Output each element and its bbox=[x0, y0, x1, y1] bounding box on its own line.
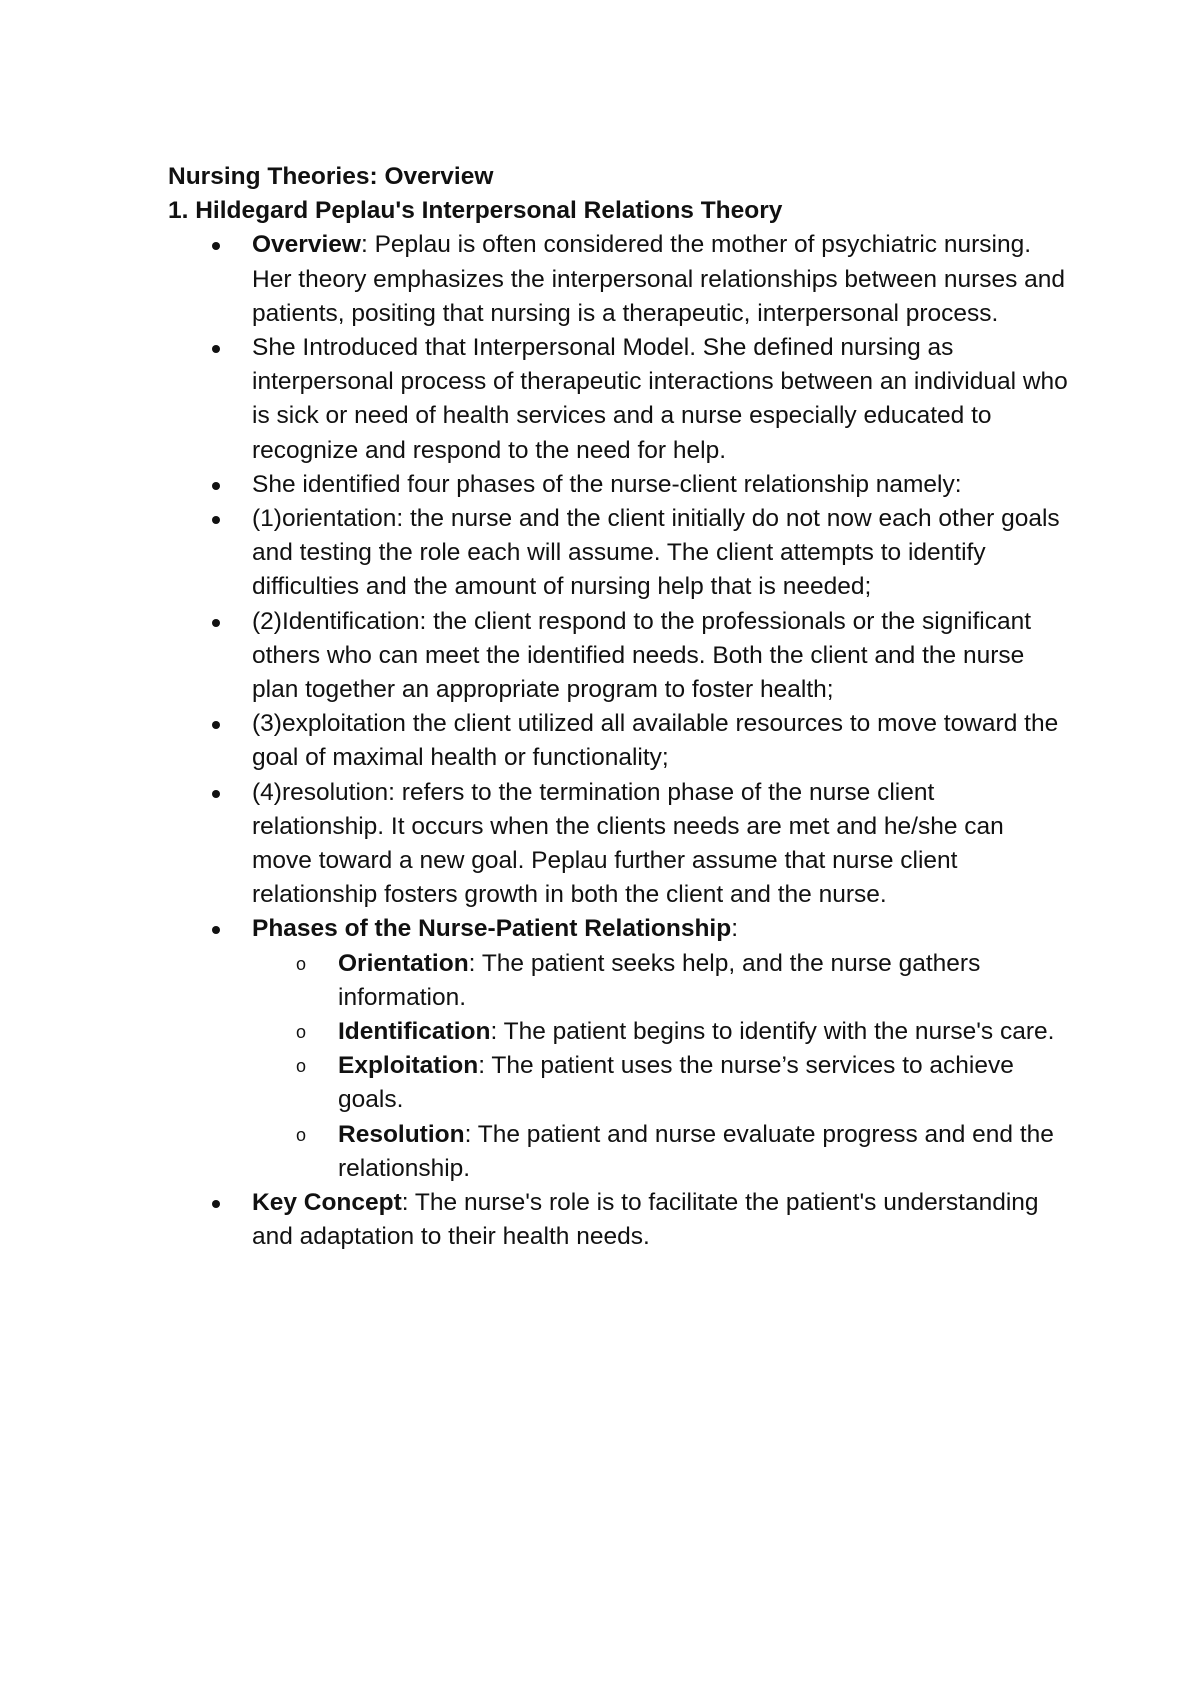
bullet-list bbox=[168, 228, 1068, 1254]
circle-bullet-icon: o bbox=[296, 1056, 307, 1077]
bullet-icon bbox=[212, 790, 220, 798]
bullet-icon bbox=[212, 721, 220, 729]
bullet-text: : bbox=[731, 915, 739, 943]
phase-text: : The patient uses the nurse’s services to achieve goals. bbox=[338, 1052, 1014, 1114]
phase-text: : The patient seeks help, and the nurse gathers information. bbox=[338, 949, 981, 1011]
bullet-icon bbox=[212, 482, 220, 490]
phase-label: Resolution bbox=[338, 1120, 465, 1148]
list-item bbox=[252, 776, 1068, 913]
bullet-icon bbox=[212, 516, 220, 524]
circle-bullet-icon: o bbox=[296, 1124, 307, 1145]
bullet-label: Key Concept bbox=[252, 1189, 402, 1217]
list-item bbox=[252, 1186, 1068, 1254]
document-page bbox=[168, 160, 1068, 1255]
bullet-icon bbox=[212, 619, 220, 627]
sub-list-item bbox=[296, 947, 1068, 1015]
list-item bbox=[252, 605, 1068, 708]
phase-text: : The patient and nurse evaluate progress and end the relationship. bbox=[338, 1120, 1054, 1182]
sub-list-item bbox=[296, 1118, 1068, 1186]
circle-bullet-icon: o bbox=[296, 953, 307, 974]
phase-text: : The patient begins to identify with the nurse's care. bbox=[490, 1018, 1055, 1046]
circle-bullet-icon: o bbox=[296, 1022, 307, 1043]
bullet-text: : Peplau is often considered the mother of psychiatric nursing. Her theory emphasizes the interpersonal relationships between nurses and patients, positing that nursing is a therapeutic, interpersonal process. bbox=[252, 231, 1066, 327]
bullet-label: Overview bbox=[252, 231, 361, 259]
bullet-text: (4)resolution: refers to the termination phase of the nurse client relationship. It occurs when the clients needs are met and he/she can move toward a new goal. Peplau further assume that nurse client relationship fosters growth in both the client and the nurse. bbox=[252, 778, 1004, 909]
bullet-text: She identified four phases of the nurse-client relationship namely: bbox=[252, 470, 962, 498]
list-item bbox=[252, 468, 1068, 502]
bullet-text: (2)Identification: the client respond to the professionals or the significant others who can meet the identified needs. Both the client and the nurse plan together an appropriate program to foster health; bbox=[252, 607, 1031, 704]
phase-label: Orientation bbox=[338, 949, 469, 977]
document-title: Nursing Theories: Overview bbox=[168, 163, 494, 190]
bullet-text: (3)exploitation the client utilized all available resources to move toward the goal of maximal health or functionality; bbox=[252, 710, 1059, 772]
list-item bbox=[252, 502, 1068, 605]
bullet-text: She Introduced that Interpersonal Model. She defined nursing as interpersonal process of therapeutic interactions between an individual who is sick or need of health services and a nurse especially educated to recognize and respond to the need for help. bbox=[252, 334, 1068, 464]
phase-label: Identification bbox=[338, 1018, 491, 1046]
section-heading: 1. Hildegard Peplau's Interpersonal Relations Theory bbox=[168, 197, 783, 225]
list-item bbox=[252, 228, 1068, 331]
bullet-text: : The nurse's role is to facilitate the patient's understanding and adaptation to their health needs. bbox=[252, 1189, 1039, 1251]
phase-label: Exploitation bbox=[338, 1052, 479, 1080]
bullet-icon bbox=[212, 242, 220, 250]
list-item bbox=[252, 331, 1068, 468]
list-item bbox=[252, 707, 1068, 775]
bullet-text: (1)orientation: the nurse and the client initially do not now each other goals and testing the role each will assume. The client attempts to identify difficulties and the amount of nursing help that is needed; bbox=[252, 505, 1060, 601]
phases-sublist bbox=[252, 947, 1068, 1186]
bullet-icon bbox=[212, 1200, 220, 1208]
list-item bbox=[252, 912, 1068, 1186]
sub-list-item bbox=[296, 1015, 1068, 1049]
bullet-icon bbox=[212, 345, 220, 353]
bullet-label: Phases of the Nurse-Patient Relationship bbox=[252, 915, 732, 943]
sub-list-item bbox=[296, 1049, 1068, 1117]
bullet-icon bbox=[212, 926, 220, 934]
